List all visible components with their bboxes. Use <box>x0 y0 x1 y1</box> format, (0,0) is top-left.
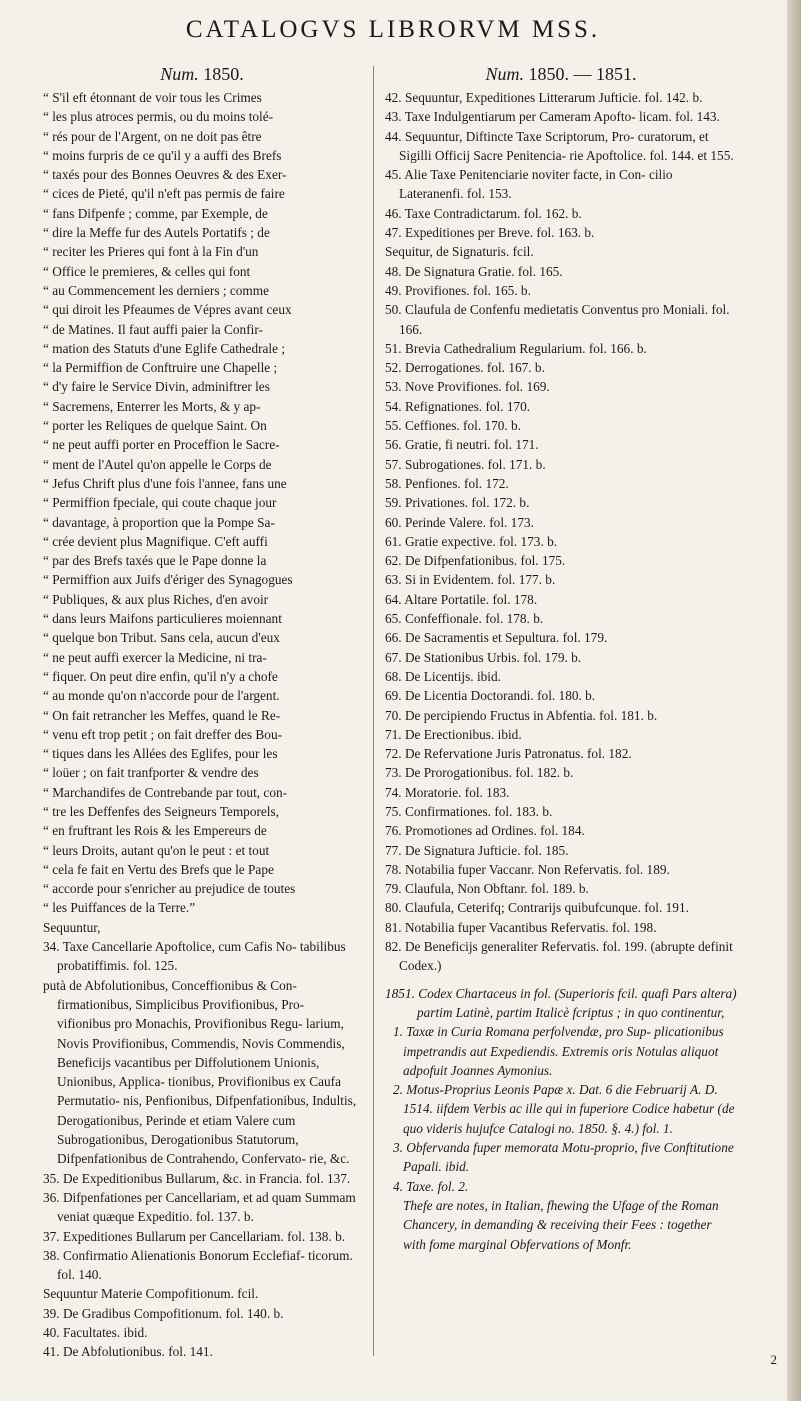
catalog-entry: 80. Claufula, Ceterifq; Contrarijs quibufcunque. fol. 191. <box>385 900 689 916</box>
catalog-entry: 38. Confirmatio Alienationis Bonorum Ecclefiaf- ticorum. fol. 140. <box>43 1247 353 1283</box>
catalog-entry: 55. Ceffiones. fol. 170. b. <box>385 418 522 434</box>
catalog-entry: 35. De Expeditionibus Bullarum, &c. in Francia. fol. 137. <box>43 1170 351 1186</box>
catalog-entry: 65. Confeffionale. fol. 178. b. <box>385 611 544 627</box>
catalog-entry: 49. Provifiones. fol. 165. b. <box>385 282 531 298</box>
right-entries <box>385 88 737 976</box>
quote-line: “ porter les Reliques de quelque Saint. On <box>43 418 267 434</box>
running-title: CATALOGVS LIBRORVM MSS. <box>185 16 601 43</box>
quote-line: “ Office le premieres, & celles qui font <box>43 263 251 279</box>
column-divider <box>373 66 374 1356</box>
codex-item: 2. Motus-Proprius Leonis Papæ x. Dat. 6 die Februarij A. D. 1514. iifdem Verbis ac ille qui in fuperiore Codice habetur (de quo videris hujufce Catalogi no. 1850. §. 4.) fol. 1. <box>393 1082 735 1136</box>
left-sequuntur: Sequuntur, <box>43 919 101 935</box>
right-heading-number: 1850. — 1851. <box>528 64 637 84</box>
signature-mark: 2 <box>770 1352 777 1367</box>
catalog-entry: 51. Brevia Cathedralium Regularium. fol. 166. b. <box>385 340 647 356</box>
right-heading-label: Num. <box>485 64 524 84</box>
quote-line: “ crée devient plus Magnifique. C'eft auffi <box>43 533 268 549</box>
catalog-entry: 41. De Abfolutionibus. fol. 141. <box>43 1344 213 1360</box>
right-heading <box>385 62 737 86</box>
quote-line: “ ne peut auffi exercer la Medicine, ni tra- <box>43 649 267 665</box>
catalog-entry: 79. Claufula, Non Obftanr. fol. 189. b. <box>385 881 589 897</box>
catalog-entry: 66. De Sacramentis et Sepultura. fol. 179. <box>385 630 608 646</box>
quote-line: “ les Puiffances de la Terre.” <box>43 900 196 916</box>
left-heading-number: 1850. <box>203 64 244 84</box>
catalog-entry: 48. De Signatura Gratie. fol. 165. <box>385 263 563 279</box>
catalog-entry: 67. De Stationibus Urbis. fol. 179. b. <box>385 649 582 665</box>
catalog-entry: 75. Confirmationes. fol. 183. b. <box>385 803 553 819</box>
quote-line: “ S'il eft étonnant de voir tous les Crimes <box>43 90 262 105</box>
quote-line: “ qui diroit les Pfeaumes de Vépres avant ceux <box>43 302 292 318</box>
catalog-entry: 45. Alie Taxe Penitenciarie noviter facte, in Con- cilio Lateranenfi. fol. 153. <box>385 167 673 202</box>
left-heading <box>43 62 361 86</box>
left-entries <box>43 937 361 1362</box>
quote-line: “ davantage, à proportion que la Pompe Sa- <box>43 514 275 530</box>
catalog-entry: 43. Taxe Indulgentiarum per Cameram Apofto- licam. fol. 143. <box>385 109 720 125</box>
catalog-entry: 52. Derrogationes. fol. 167. b. <box>385 360 545 376</box>
quote-line: “ ment de l'Autel qu'on appelle le Corps de <box>43 456 272 472</box>
catalog-entry: 73. De Prorogationibus. fol. 182. b. <box>385 765 574 781</box>
codex-heading: 1851. Codex Chartaceus in fol. (Superioris fcil. quafi Pars altera) partim Latinè, partim Italicè fcriptus ; in quo continentur, <box>385 985 737 1020</box>
catalog-entry: 53. Nove Provifiones. fol. 169. <box>385 379 550 395</box>
quote-line: “ tiques dans les Allées des Eglifes, pour les <box>43 746 278 762</box>
codex-item: 1. Taxæ in Curia Romana perfolvendæ, pro Sup- plicationibus impetrandis aut Expediendis. Extremis oris Notulas aliquot adpofuit Joannes Aymonius. <box>393 1024 724 1078</box>
catalog-entry: 54. Refignationes. fol. 170. <box>385 398 531 414</box>
quote-line: “ ne peut auffi porter en Proceffion le Sacre- <box>43 437 280 453</box>
quote-line: “ Jefus Chrift plus d'une fois l'annee, fans une <box>43 475 287 491</box>
quote-line: “ en fruftrant les Rois & les Empereurs de <box>43 823 267 839</box>
quote-line: “ la Permiffion de Conftruire une Chapelle ; <box>43 360 278 376</box>
quote-line: “ fans Difpenfe ; comme, par Exemple, de <box>43 205 268 221</box>
french-quotation <box>43 88 361 918</box>
catalog-entry: 77. De Signatura Jufticie. fol. 185. <box>385 842 569 858</box>
quote-line: “ On fait retrancher les Meffes, quand le Re- <box>43 707 281 723</box>
catalog-entry: 61. Gratie expective. fol. 173. b. <box>385 533 558 549</box>
quote-line: “ au Commencement les derniers ; comme <box>43 282 269 298</box>
catalog-entry: 42. Sequuntur, Expeditiones Litterarum Jufticie. fol. 142. b. <box>385 90 703 105</box>
quote-line: “ taxés pour des Bonnes Oeuvres & des Exer- <box>43 167 287 183</box>
right-column <box>385 62 737 1254</box>
catalog-entry: 39. De Gradibus Compofitionum. fol. 140. b. <box>43 1305 284 1321</box>
quote-line: “ les plus atroces permis, ou du moins tolé- <box>43 109 274 125</box>
quote-line: “ Sacremens, Enterrer les Morts, & y ap- <box>43 398 261 414</box>
catalog-entry: 68. De Licentijs. ibid. <box>385 668 501 684</box>
quote-line: “ rés pour de l'Argent, on ne doit pas être <box>43 128 262 144</box>
catalog-entry: 60. Perinde Valere. fol. 173. <box>385 514 534 530</box>
quote-line: “ quelque bon Tribut. Sans cela, aucun d'eux <box>43 630 280 646</box>
quote-line: “ au monde qu'on n'accorde pour de l'argent. <box>43 688 280 704</box>
quote-line: “ par des Brefs taxés que le Pape donne la <box>43 553 267 569</box>
catalog-entry: 46. Taxe Contradictarum. fol. 162. b. <box>385 205 582 221</box>
catalog-entry: 69. De Licentia Doctorandi. fol. 180. b. <box>385 688 596 704</box>
catalog-entry: 57. Subrogationes. fol. 171. b. <box>385 456 546 472</box>
quote-line: “ Publiques, & aux plus Riches, d'en avoir <box>43 591 269 607</box>
quote-line: “ mation des Statuts d'une Eglife Cathedrale ; <box>43 340 286 356</box>
quote-line: “ leurs Droits, autant qu'on le peut : et tout <box>43 842 270 858</box>
catalog-entry: 58. Penfiones. fol. 172. <box>385 475 509 491</box>
quote-line: “ Permiffion fpeciale, qui coute chaque jour <box>43 495 277 511</box>
quote-line: “ accorde pour s'enricher au prejudice de toutes <box>43 881 296 897</box>
quote-line: “ de Matines. Il faut auffi paier la Confir- <box>43 321 263 337</box>
catalog-entry: 37. Expeditiones Bullarum per Cancellariam. fol. 138. b. <box>43 1228 346 1244</box>
page-edge <box>787 0 801 1401</box>
quote-line: “ moins furpris de ce qu'il y a auffi des Brefs <box>43 147 282 163</box>
codex-items <box>385 1022 737 1196</box>
catalog-entry: Sequitur, de Signaturis. fcil. <box>385 244 534 260</box>
quote-line: “ dire la Meffe fur des Autels Portatifs ; de <box>43 225 270 241</box>
quote-line: “ fiquer. On peut dire enfin, qu'il n'y a chofe <box>43 668 278 684</box>
catalog-entry: 70. De percipiendo Fructus in Abfentia. fol. 181. b. <box>385 707 658 723</box>
quote-line: “ dans leurs Maifons particulieres moiennant <box>43 611 282 627</box>
catalog-entry: 56. Gratie, fi neutri. fol. 171. <box>385 437 539 453</box>
catalog-entry: Sequuntur Materie Compofitionum. fcil. <box>43 1286 259 1302</box>
codex-item: 4. Taxe. fol. 2. <box>393 1178 469 1194</box>
quote-line: “ Permiffion aux Juifs d'ériger des Synagogues <box>43 572 293 588</box>
catalog-entry: 64. Altare Portatile. fol. 178. <box>385 591 538 607</box>
catalog-entry: putà de Abfolutionibus, Conceffionibus & Con- firmationibus, Simplicibus Provifionibus, Pro- vifionibus pro Monachis, Provifionibus Regu- larium, Novis Provifionibus, Commendis, Novis Commendis, Beneficijs vacantibus per Diffolutionem Unionis, Unionibus, Applica- tionibus, Provifionibus ex Caufa Permutatio- nis, Penfionibus, Difpenfationibus, Indultis, Derogationibus, Perinde et etiam Valere cum Subrogationibus, Derogationibus Statutorum, Difpenfationibus de Contrahendo, Confervato- rie, &c. <box>43 977 357 1167</box>
catalog-entry: 74. Moratorie. fol. 183. <box>385 784 510 800</box>
codex-item: 3. Obfervanda fuper memorata Motu-proprio, five Conftitutione Papali. ibid. <box>393 1140 734 1175</box>
catalog-entry: 63. Si in Evidentem. fol. 177. b. <box>385 572 556 588</box>
quote-line: “ loüer ; on fait tranfporter & vendre des <box>43 765 259 781</box>
catalog-entry: 50. Claufula de Confenfu medietatis Conventus pro Moniali. fol. 166. <box>385 302 730 337</box>
catalog-entry: 72. De Refervatione Juris Patronatus. fol. 182. <box>385 746 632 762</box>
catalog-entry: 40. Facultates. ibid. <box>43 1325 148 1340</box>
catalog-entry: 36. Difpenfationes per Cancellariam, et ad quam Summam veniat quæque Expeditio. fol. 137. b. <box>43 1189 356 1225</box>
quote-line: “ cela fe fait en Vertu des Brefs que le Pape <box>43 861 274 877</box>
catalog-entry: 71. De Erectionibus. ibid. <box>385 726 522 742</box>
catalog-entry: 76. Promotiones ad Ordines. fol. 184. <box>385 823 585 839</box>
quote-line: “ Marchandifes de Contrebande par tout, con- <box>43 784 288 800</box>
catalog-entry: 81. Notabilia fuper Vacantibus Refervatis. fol. 198. <box>385 919 657 935</box>
catalog-entry: 82. De Beneficijs generaliter Refervatis. fol. 199. (abrupte definit Codex.) <box>385 939 733 974</box>
catalog-entry: 62. De Difpenfationibus. fol. 175. <box>385 553 566 569</box>
codex-1851 <box>385 984 737 1254</box>
quote-line: “ d'y faire le Service Divin, adminiftrer les <box>43 379 270 395</box>
catalog-entry: 59. Privationes. fol. 172. b. <box>385 495 530 511</box>
catalog-entry: 47. Expeditiones per Breve. fol. 163. b. <box>385 225 595 241</box>
quote-line: “ reciter les Prieres qui font à la Fin d'un <box>43 244 259 260</box>
left-column <box>43 62 361 1362</box>
quote-line: “ venu eft trop petit ; on fait dreffer des Bou- <box>43 726 283 742</box>
catalog-entry: 78. Notabilia fuper Vaccanr. Non Refervatis. fol. 189. <box>385 861 670 877</box>
catalog-entry: 34. Taxe Cancellarie Apoftolice, cum Cafis No- tabilibus probatiffimis. fol. 125. <box>43 939 346 974</box>
left-heading-label: Num. <box>160 64 199 84</box>
quote-line: “ tre les Deffenfes des Seigneurs Temporels, <box>43 803 279 819</box>
catalog-entry: 44. Sequuntur, Diftincte Taxe Scriptorum, Pro- curatorum, et Sigilli Officij Sacre Penitencia- rie Apoftolice. fol. 144. et 155. <box>385 128 734 163</box>
quote-line: “ cices de Pieté, qu'il n'eft pas permis de faire <box>43 186 285 202</box>
codex-note: Thefe are notes, in Italian, fhewing the Ufage of the Roman Chancery, in demanding & receiving their Fees : together with fome marginal Obfervations of Monfr. <box>403 1197 719 1252</box>
